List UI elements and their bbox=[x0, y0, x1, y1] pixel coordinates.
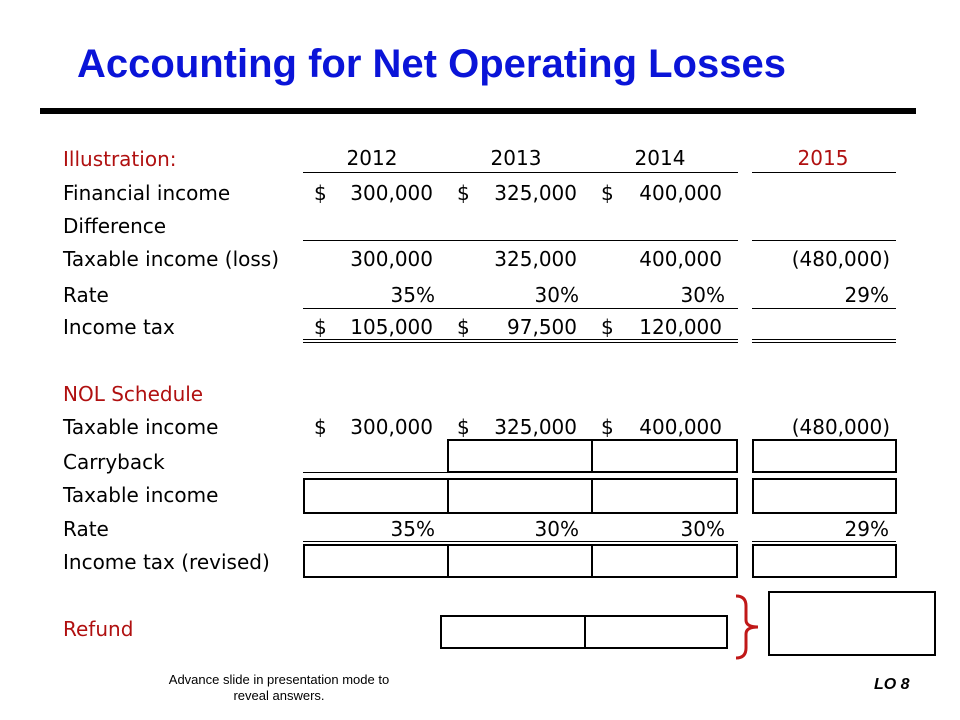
nol-cell-ti-2013: 325,000 bbox=[494, 415, 577, 439]
header-underline bbox=[303, 172, 738, 173]
answer-box-ti-2014[interactable] bbox=[591, 478, 738, 514]
year-2012: 2012 bbox=[346, 146, 398, 170]
carryback-underline-2012 bbox=[303, 472, 448, 473]
refund-label: Refund bbox=[63, 617, 134, 641]
cell-fin-2012: 300,000 bbox=[350, 181, 433, 205]
answer-box-refund-2014[interactable] bbox=[584, 615, 728, 649]
nol-rate-underline-2015 bbox=[752, 541, 896, 542]
currency-symbol: $ bbox=[314, 415, 327, 439]
cell-fin-2014: 400,000 bbox=[639, 181, 722, 205]
nol-rate-underline bbox=[303, 541, 738, 542]
cell-tax-2014: 120,000 bbox=[639, 315, 722, 339]
illustration-heading: Illustration: bbox=[63, 147, 177, 171]
answer-box-tax-2015[interactable] bbox=[752, 544, 897, 578]
nol-cell-ti-2015: (480,000) bbox=[791, 415, 890, 439]
currency-symbol: $ bbox=[457, 181, 470, 205]
answer-box-tax-2014[interactable] bbox=[591, 544, 738, 578]
nol-cell-rate-2015: 29% bbox=[844, 517, 889, 541]
cell-fin-2013: 325,000 bbox=[494, 181, 577, 205]
double-underline-bottom-2015 bbox=[752, 342, 896, 343]
cell-ti-2015: (480,000) bbox=[791, 247, 890, 271]
currency-symbol: $ bbox=[314, 181, 327, 205]
advance-slide-note: Advance slide in presentation mode to reveal answers. bbox=[168, 672, 390, 703]
nol-cell-ti-2014: 400,000 bbox=[639, 415, 722, 439]
learning-objective: LO 8 bbox=[874, 676, 910, 693]
row-label-rate: Rate bbox=[63, 283, 109, 307]
double-underline-bottom bbox=[303, 342, 738, 343]
answer-box-tax-2013[interactable] bbox=[447, 544, 593, 578]
row-label-income-tax: Income tax bbox=[63, 315, 175, 339]
answer-box-ti-2012[interactable] bbox=[303, 478, 449, 514]
nol-cell-rate-2013: 30% bbox=[534, 517, 579, 541]
currency-symbol: $ bbox=[601, 415, 614, 439]
answer-box-carryback-2014[interactable] bbox=[591, 439, 738, 473]
currency-symbol: $ bbox=[601, 315, 614, 339]
cell-rate-2014: 30% bbox=[680, 283, 725, 307]
answer-box-refund-2013[interactable] bbox=[440, 615, 586, 649]
answer-box-tax-2012[interactable] bbox=[303, 544, 449, 578]
nol-row-label-rate: Rate bbox=[63, 517, 109, 541]
answer-box-ti-2013[interactable] bbox=[447, 478, 593, 514]
cell-ti-2014: 400,000 bbox=[639, 247, 722, 271]
double-underline-top bbox=[303, 339, 738, 340]
slide-title: Accounting for Net Operating Losses bbox=[77, 42, 786, 86]
answer-box-carryback-2015[interactable] bbox=[752, 439, 897, 473]
nol-cell-ti-2012: 300,000 bbox=[350, 415, 433, 439]
double-underline-top-2015 bbox=[752, 339, 896, 340]
cell-ti-2012: 300,000 bbox=[350, 247, 433, 271]
row-label-taxable-income-loss: Taxable income (loss) bbox=[63, 247, 280, 271]
cell-rate-2012: 35% bbox=[390, 283, 435, 307]
header-underline-2015 bbox=[752, 172, 896, 173]
rate-underline-2015 bbox=[752, 308, 896, 309]
nol-row-label-taxable-income-2: Taxable income bbox=[63, 483, 219, 507]
answer-box-ti-2015[interactable] bbox=[752, 478, 897, 514]
year-2014: 2014 bbox=[634, 146, 686, 170]
title-underline bbox=[40, 108, 916, 114]
year-2013: 2013 bbox=[490, 146, 542, 170]
nol-cell-rate-2012: 35% bbox=[390, 517, 435, 541]
answer-box-refund-total[interactable] bbox=[768, 591, 936, 656]
currency-symbol: $ bbox=[601, 181, 614, 205]
currency-symbol: $ bbox=[314, 315, 327, 339]
curly-brace-icon bbox=[732, 594, 762, 660]
currency-symbol: $ bbox=[457, 415, 470, 439]
difference-underline bbox=[303, 240, 738, 241]
nol-row-label-income-tax-revised: Income tax (revised) bbox=[63, 550, 270, 574]
row-label-difference: Difference bbox=[63, 214, 167, 238]
nol-row-label-carryback: Carryback bbox=[63, 450, 165, 474]
cell-tax-2013: 97,500 bbox=[507, 315, 577, 339]
nol-heading: NOL Schedule bbox=[63, 382, 204, 406]
nol-row-label-taxable-income: Taxable income bbox=[63, 415, 219, 439]
nol-cell-rate-2014: 30% bbox=[680, 517, 725, 541]
difference-underline-2015 bbox=[752, 240, 896, 241]
cell-rate-2015: 29% bbox=[844, 283, 889, 307]
year-2015: 2015 bbox=[797, 146, 849, 170]
rate-underline bbox=[303, 308, 738, 309]
cell-tax-2012: 105,000 bbox=[350, 315, 433, 339]
currency-symbol: $ bbox=[457, 315, 470, 339]
cell-ti-2013: 325,000 bbox=[494, 247, 577, 271]
cell-rate-2013: 30% bbox=[534, 283, 579, 307]
answer-box-carryback-2013[interactable] bbox=[447, 439, 593, 473]
row-label-financial-income: Financial income bbox=[63, 181, 231, 205]
